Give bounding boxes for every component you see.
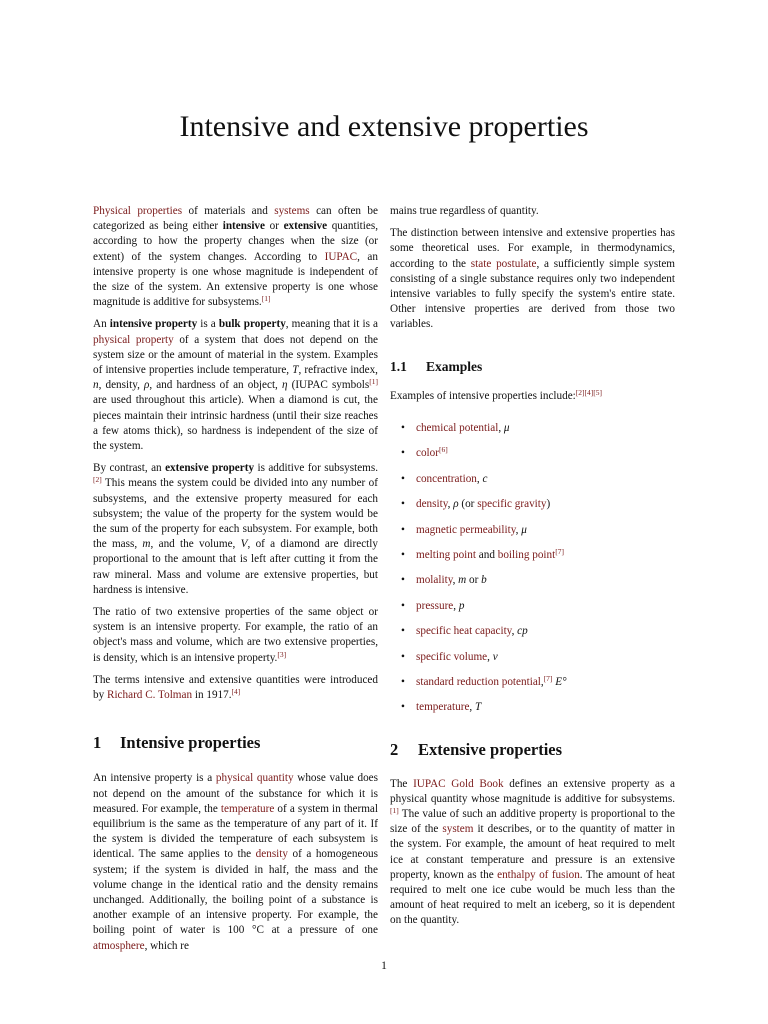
link-standard-reduction-potential[interactable]: standard reduction potential — [416, 675, 541, 688]
link-concentration[interactable]: concentration — [416, 472, 477, 485]
list-item: • concentration, c — [390, 472, 675, 487]
intro-paragraph-1: Physical properties of materials and systems can often be categorized as being either intensive or extensive quantities, according to how the property changes when the size (or extent) of the system changes. According to IUPAC, an intensive property is one whose magnitude is independent of the size of the system. An extensive property is one whose magnitude is additive for subsystems.[1] — [93, 205, 379, 309]
right-column — [390, 204, 675, 936]
list-item: • chemical potential, μ — [390, 421, 675, 436]
intro-paragraph-4: The ratio of two extensive properties of the same object or system is an intensive property. For example, the ratio of an object's mass and volume, which are two extensive properties, is density, which is an intensive property.[3] — [93, 606, 378, 664]
ref-link[interactable]: [6] — [439, 445, 448, 455]
ref-link[interactable]: [7] — [555, 546, 564, 556]
link-enthalpy-of-fusion[interactable]: enthalpy of fusion — [497, 868, 580, 881]
link-atmosphere[interactable]: atmosphere — [93, 939, 145, 952]
continued-paragraph: mains true regardless of quantity. — [390, 205, 539, 217]
link-iupac-gold-book[interactable]: IUPAC Gold Book — [413, 777, 504, 790]
ref-link[interactable]: [1] — [369, 377, 378, 387]
ref-link[interactable]: [7] — [543, 673, 553, 683]
link-boiling-point[interactable]: boiling point — [497, 548, 556, 561]
link-system[interactable]: system — [442, 823, 474, 836]
link-specific-volume[interactable]: specific volume — [416, 650, 488, 663]
link-magnetic-permeability[interactable]: magnetic permeability — [416, 523, 516, 536]
ref-link[interactable]: [4] — [231, 687, 241, 697]
link-systems[interactable]: systems — [274, 205, 310, 217]
intro-paragraph-3: By contrast, an extensive property is additive for subsystems.[2] This means the system could be divided into any number of subsystems, and the extensive property measured for each subsystem; the value of the property for the system would be the sum of the property for each subsystem. For example, both the mass, m, and the volume, V, of a diamond are directly proportional to the amount that is left after cutting it from the raw mineral. Mass and volume are extensive properties, but hardness is intensive. — [93, 462, 379, 596]
list-item: • density, ρ (or specific gravity) — [390, 497, 675, 512]
link-density-item[interactable]: density — [416, 498, 448, 511]
list-item: • specific heat capacity, cp — [390, 624, 675, 639]
ref-link[interactable]: [1] — [390, 805, 399, 815]
link-physical-property[interactable]: physical property — [93, 333, 174, 346]
link-temperature[interactable]: temperature — [220, 802, 275, 815]
link-state-postulate[interactable]: state postulate — [470, 257, 537, 270]
page-number: 1 — [381, 960, 387, 972]
extensive-paragraph-1: The IUPAC Gold Book defines an extensive property as a physical quantity whose magnitude is additive for subsystems.[1] The value of such an additive property is proportional to the size of the system it describes, or to the quantity of matter in the system. For example, the amount of heat required to melt ice at constant temperature and pressure is an extensive property, known as the enthalpy of fusion. The amount of heat required to melt one ice cube would be much less than the amount of heat required to melt an iceberg, so it is dependent on the quantity. — [390, 777, 676, 927]
list-item — [390, 446, 675, 461]
section-heading-extensive: 2 Extensive properties — [390, 739, 563, 759]
examples-intro: Examples of intensive properties include:[2][4][5] — [390, 387, 603, 402]
link-density[interactable]: density — [255, 848, 288, 861]
link-color[interactable]: color — [416, 447, 439, 460]
link-melting-point[interactable]: melting point — [416, 548, 476, 561]
link-physical-quantity[interactable]: physical quantity — [215, 772, 294, 785]
link-specific-heat-capacity[interactable]: specific heat capacity — [416, 625, 512, 638]
link-richard-tolman[interactable]: Richard C. Tolman — [106, 689, 193, 702]
list-item: • temperature, T — [390, 700, 675, 715]
intensive-paragraph-1: An intensive property is a physical quantity whose value does not depend on the amount of the substance for which it is measured. For example, the temperature of a system in thermal equilibrium is the same as the temperature of any part of it. If the system is divided the temperature of each subsystem is identical. The same applies to the density of a homogeneous system; if the system is divided in half, the mass and the volume change in the identical ratio and the density remains unchanged. Additionally, the boiling point of a substance is another example of an intensive property. For example, the boiling point of water is 100 °C at a pressure of one atmosphere, which re — [93, 772, 379, 952]
list-item: • melting point and boiling point[7] — [390, 548, 675, 563]
ref-link[interactable]: [3] — [277, 649, 287, 659]
ref-link[interactable]: [1] — [261, 294, 271, 304]
examples-list — [390, 421, 675, 716]
list-item: • specific volume, v — [390, 650, 675, 665]
list-item: • magnetic permeability, μ — [390, 523, 675, 538]
list-item: • standard reduction potential,[7] E° — [390, 675, 675, 690]
page-title: Intensive and extensive properties — [179, 110, 589, 143]
intro-paragraph-2: An intensive property is a bulk property, meaning that it is a physical property of a system that does not depend on the system size or the amount of material in the system. Examples of intensive properties include temperature, T, refractive index, n, density, ρ, and hardness of an object, η (IUPAC symbols[1] are used throughout this article). When a diamond is cut, the pieces maintain their intrinsic hardness (until their size reaches a few atoms thick), so hardness is independent of the size of the system. — [93, 318, 378, 453]
link-physical-properties[interactable]: Physical properties — [93, 205, 183, 217]
link-specific-gravity[interactable]: specific gravity — [477, 498, 547, 511]
link-pressure[interactable]: pressure — [416, 599, 454, 612]
ref-link[interactable]: [2][4][5] — [575, 387, 603, 397]
link-molality[interactable]: molality — [416, 574, 453, 587]
left-column — [93, 204, 378, 961]
intro-paragraph-5: The terms intensive and extensive quantities were introduced by Richard C. Tolman in 1917.[4] — [93, 673, 378, 702]
link-temperature-item[interactable]: temperature — [416, 701, 470, 714]
subsection-heading-examples: 1.1 Examples — [390, 358, 483, 374]
link-chemical-potential[interactable]: chemical potential — [416, 422, 499, 435]
list-item: • pressure, p — [390, 599, 675, 614]
ref-link[interactable]: [2] — [93, 475, 102, 485]
section-heading-intensive: 1 Intensive properties — [93, 733, 261, 753]
list-item: • molality, m or b — [390, 573, 675, 588]
state-postulate-paragraph: The distinction between intensive and extensive properties has some theoretical uses. For example, in thermodynamics, according to the state postulate, a sufficiently simple system consisting of a single substance requires only two independent intensive variables to fully specify the system's entire state. Other intensive properties are derived from those two variables. — [390, 227, 675, 331]
link-iupac[interactable]: IUPAC — [324, 250, 358, 263]
